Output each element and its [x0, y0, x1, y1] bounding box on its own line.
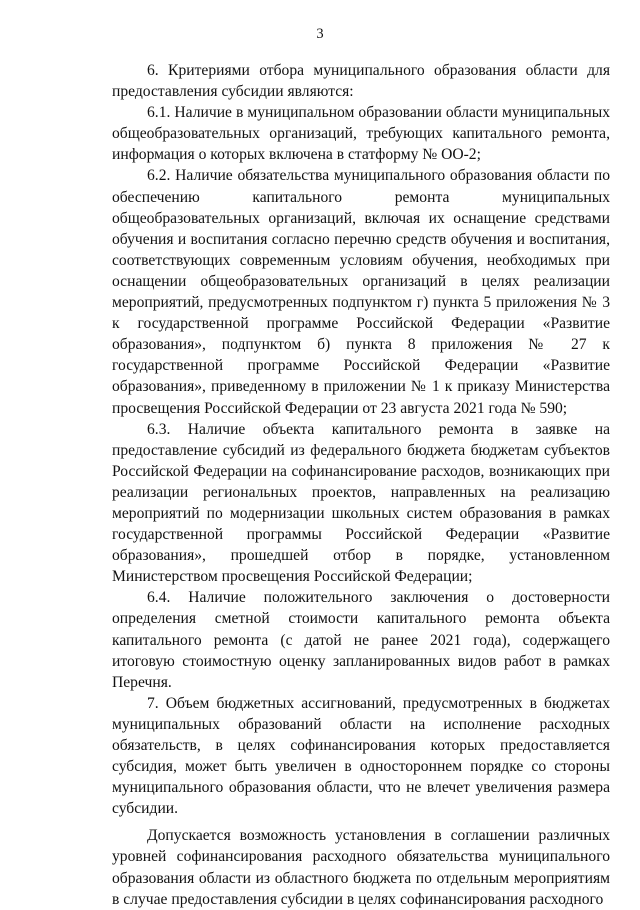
- paragraph-item-7: 7. Объем бюджетных ассигнований, предусмотренных в бюджетах муниципальных образований области на исполнение расходных обязательств, в целях софинансирования которых предоставляется субсидия, может быть увеличен в одностороннем порядке со стороны муниципального образования области, что не влечет увеличения размера субсидии.: [112, 694, 610, 818]
- paragraph-criterion-6-3: 6.3. Наличие объекта капитального ремонта в заявке на предоставление субсидий из федерального бюджета бюджетам субъектов Российской Федерации на софинансирование расходов, возникающих при реализации региональных проектов, направленных на реализацию мероприятий по модернизации школьных систем образования в рамках государственной программы Российской Федерации «Развитие образования», прошедшей отбор в порядке, установленном Министерством просвещения Российской Федерации;: [112, 420, 610, 586]
- document-body: [112, 60, 610, 910]
- paragraph-criteria-intro: 6. Критериями отбора муниципального образования области для предоставления субсидии являются:: [112, 62, 610, 101]
- paragraph-cofinancing-levels: Допускается возможность установления в соглашении различных уровней софинансирования расходного обязательства муниципального образования области из областного бюджета по отдельным мероприятиям в случае предоставления субсидии в целях софинансирования расходного: [112, 827, 610, 908]
- paragraph-criterion-6-1: 6.1. Наличие в муниципальном образовании области муниципальных общеобразовательных организаций, требующих капитального ремонта, информация о которых включена в статформу № ОО-2;: [112, 104, 610, 164]
- page-number: 3: [316, 26, 324, 42]
- paragraph-criterion-6-4: 6.4. Наличие положительного заключения о достоверности определения сметной стоимости капитального ремонта объекта капитального ремонта (с датой не ранее 2021 года), содержащего итоговую стоимостную оценку запланированных видов работ в рамках Перечня.: [112, 589, 610, 691]
- paragraph-criterion-6-2: 6.2. Наличие обязательства муниципального образования области по обеспечению капитального ремонта муниципальных общеобразовательных организаций, включая их оснащение средствами обучения и воспитания согласно перечню средств обучения и воспитания, соответствующих современным условиям обучения, необходимых при оснащении общеобразовательных организаций в целях реализации мероприятий, предусмотренных подпунктом г) пункта 5 приложения № 3 к государственной программе Российской Федерации «Развитие образования», подпунктом б) пункта 8 приложения № 27 к государственной программе Российской Федерации «Развитие образования», приведенному в приложении № 1 к приказу Министерства просвещения Российской Федерации от 23 августа 2021 года № 590;: [112, 167, 610, 417]
